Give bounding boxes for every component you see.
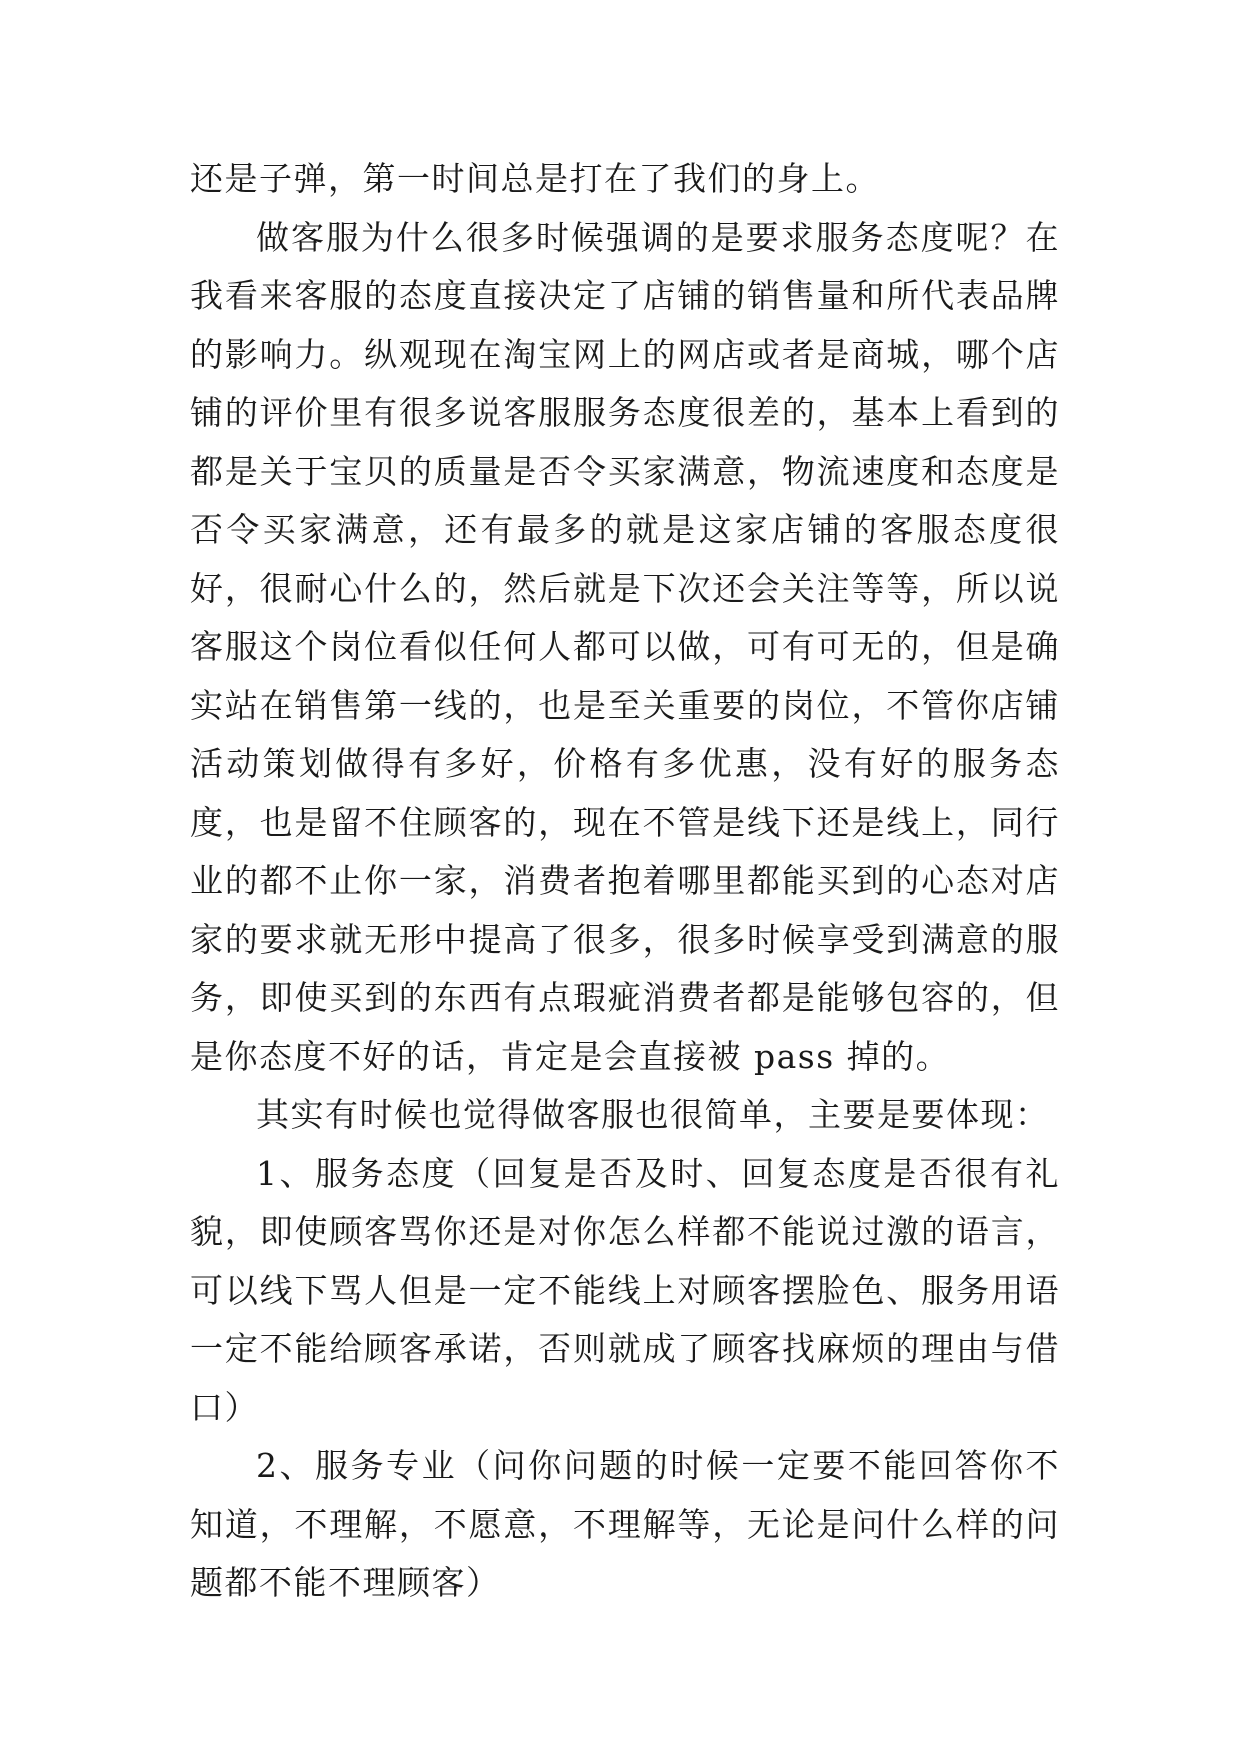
paragraph-point-1: 1、服务态度（回复是否及时、回复态度是否很有礼貌，即使顾客骂你还是对你怎么样都不能说过激的语言，可以线下骂人但是一定不能线上对顾客摆脸色、服务用语一定不能给顾客承诺，否则就成了顾客找麻烦的理由与借口） — [190, 1153, 1060, 1427]
paragraph-service-attitude: 做客服为什么很多时候强调的是要求服务态度呢？在我看来客服的态度直接决定了店铺的销售量和所代表品牌的影响力。纵观现在淘宝网上的网店或者是商城，哪个店铺的评价里有很多说客服服务态度很差的，基本上看到的都是关于宝贝的质量是否令买家满意，物流速度和态度是否令买家满意，还有最多的就是这家店铺的客服态度很好，很耐心什么的，然后就是下次还会关注等等，所以说客服这个岗位看似任何人都可以做，可有可无的，但是确实站在销售第一线的，也是至关重要的岗位，不管你店铺活动策划做得有多好，价格有多优惠，没有好的服务态度，也是留不住顾客的，现在不管是线下还是线上，同行业的都不止你一家，消费者抱着哪里都能买到的心态对店家的要求就无形中提高了很多，很多时候享受到满意的服务，即使买到的东西有点瑕疵消费者都是能够包容的，但是你态度不好的话，肯定是会直接被 pass 掉的。 — [190, 217, 1060, 1076]
paragraph-continuation: 还是子弹，第一时间总是打在了我们的身上。 — [190, 159, 880, 198]
paragraph-point-2: 2、服务专业（问你问题的时候一定要不能回答你不知道，不理解，不愿意，不理解等，无论是问什么样的问题都不能不理顾客） — [190, 1446, 1060, 1602]
paragraph-summary: 其实有时候也觉得做客服也很简单，主要是要体现： — [256, 1095, 1050, 1134]
document-body — [190, 150, 1060, 1613]
